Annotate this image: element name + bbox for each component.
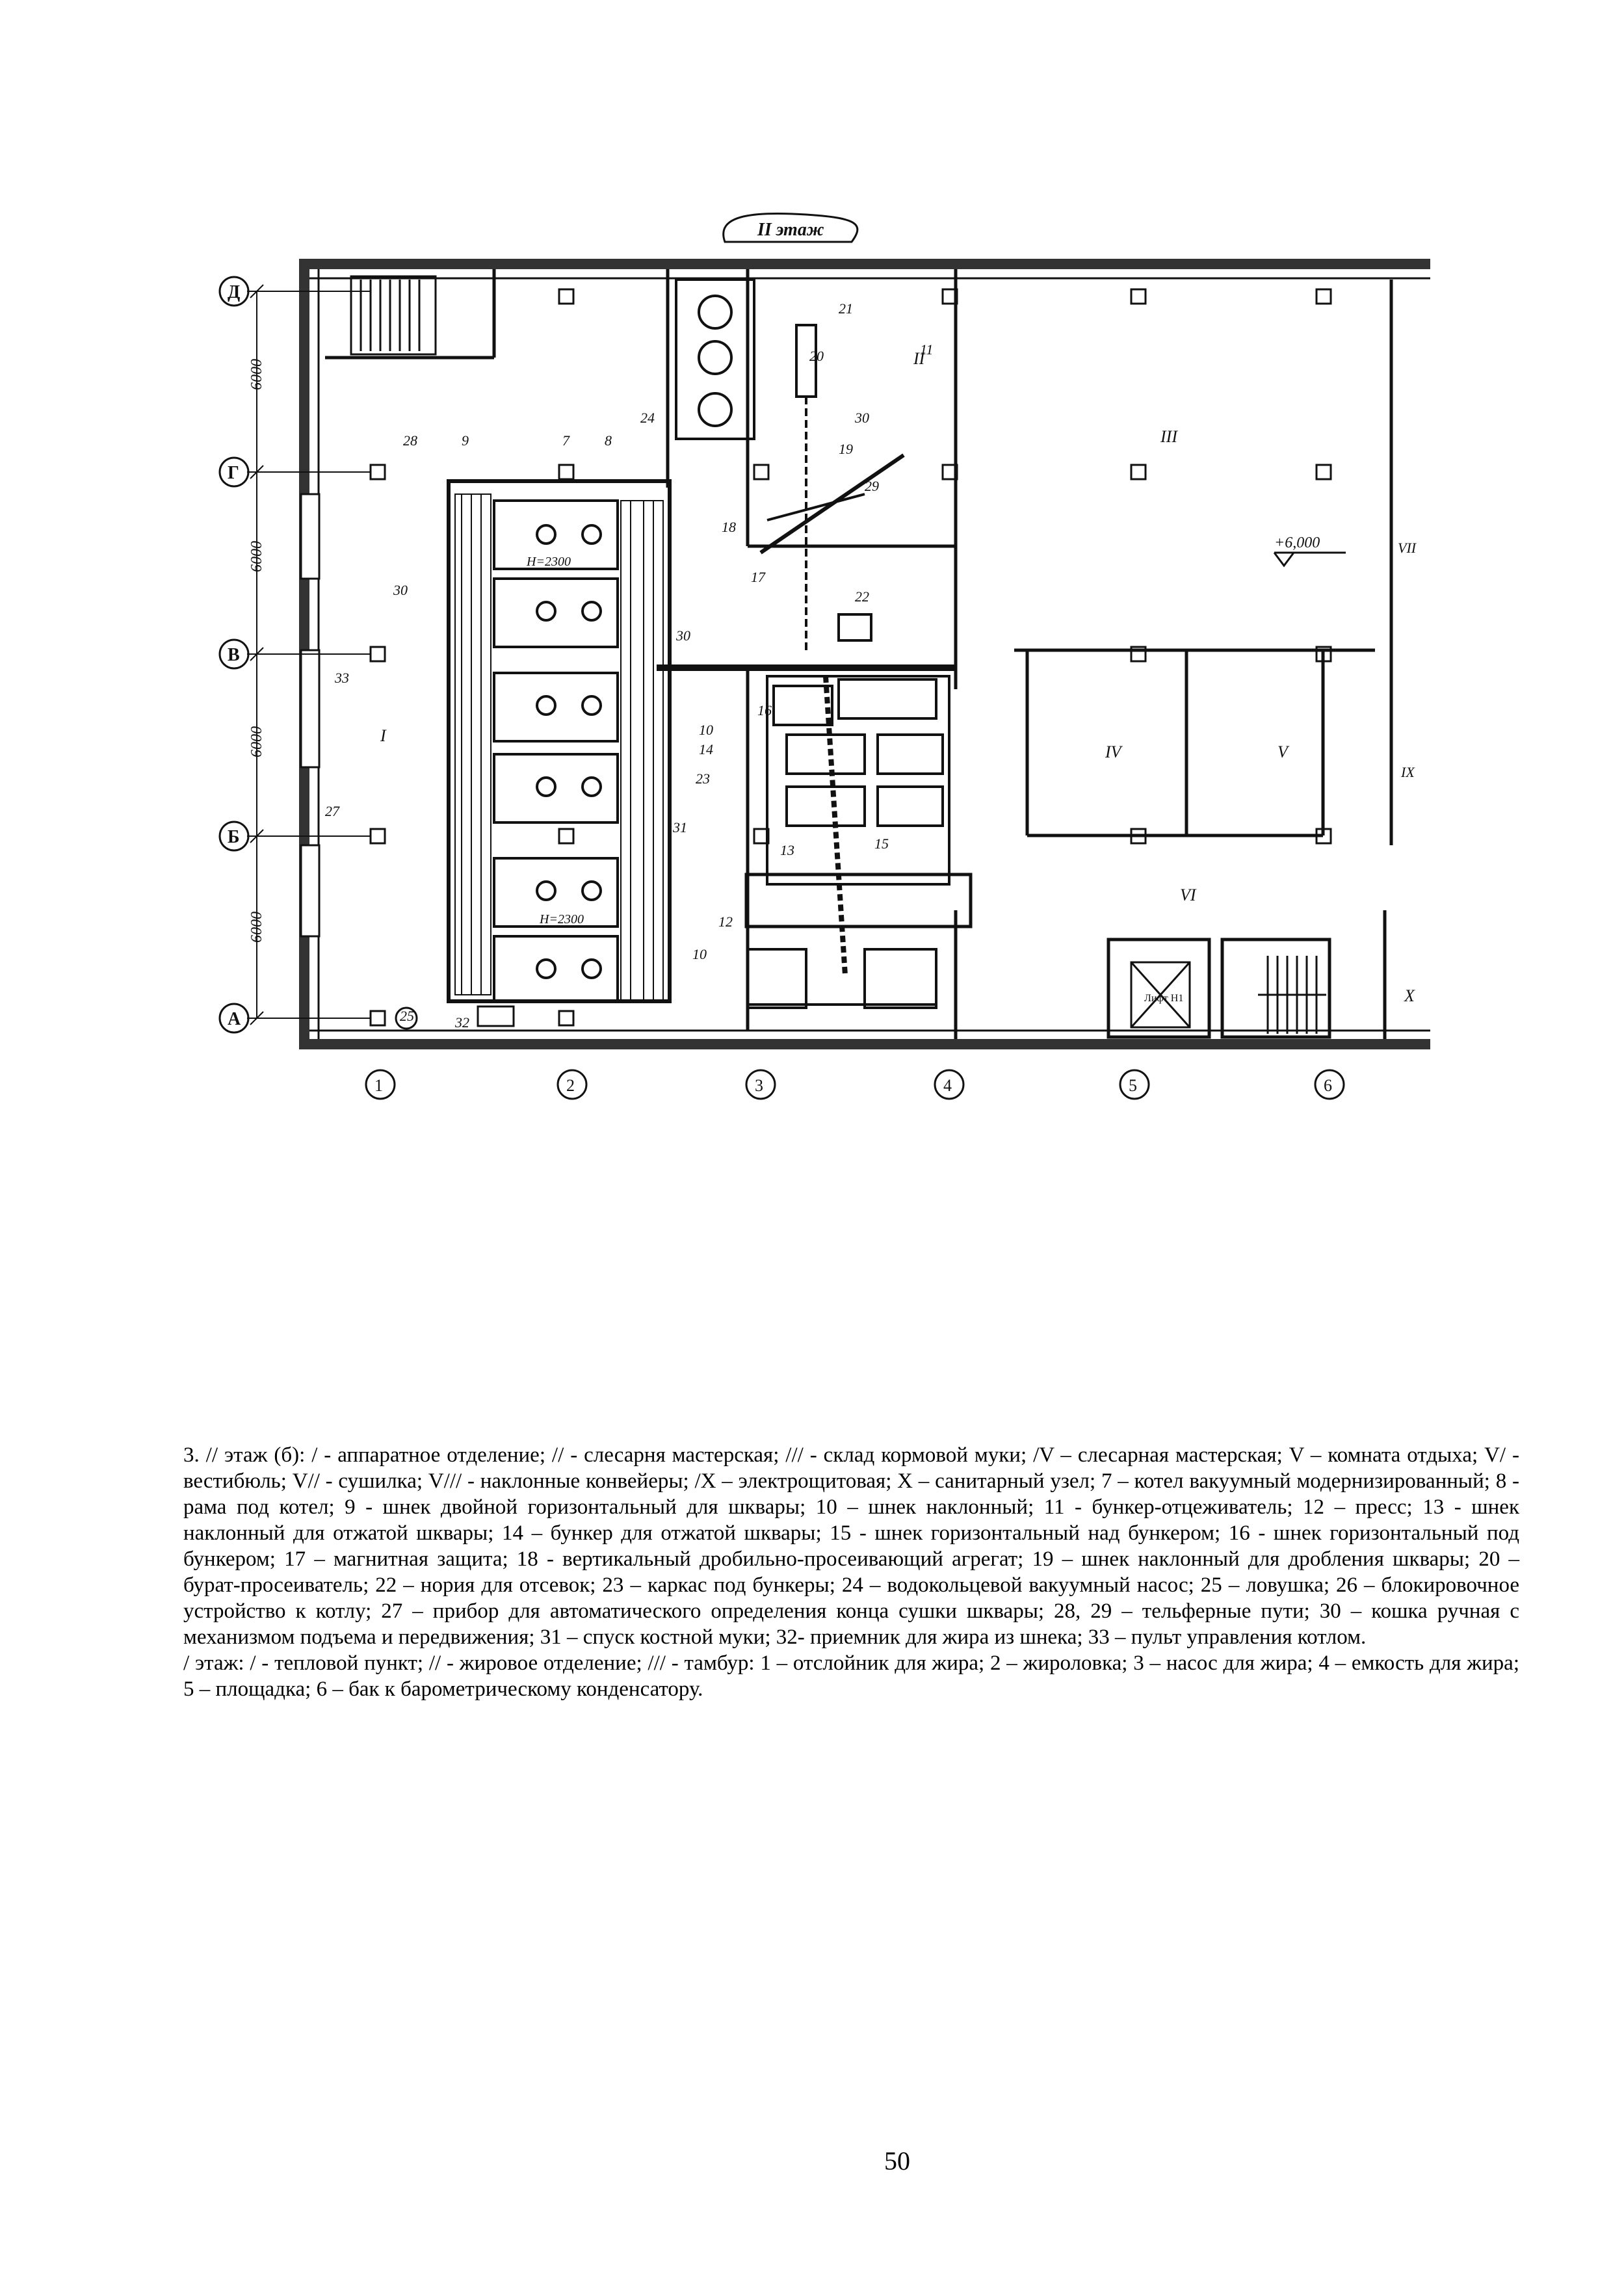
dimension-label: 6000 bbox=[248, 726, 265, 757]
equipment-label: 23 bbox=[696, 770, 710, 787]
stair-bottom-right bbox=[1258, 956, 1326, 1034]
stair-top-left bbox=[351, 276, 436, 354]
equipment-label: 14 bbox=[699, 741, 713, 757]
room-label: I bbox=[380, 726, 386, 745]
row-axis-label: Г bbox=[228, 463, 239, 483]
caption-paragraph: / этаж: / - тепловой пункт; // - жировое отделение; /// - тамбур: 1 – отслойник для жира; 2 – жироловка; 3 – насос для жира; 4 – емкость для жира; 5 – площадка; 6 – бак к барометрическому конденсатору. bbox=[183, 1651, 1519, 1701]
equipment-label: 18 bbox=[722, 519, 736, 535]
room-label: VII bbox=[1398, 540, 1417, 556]
equipment-label: Н=2300 bbox=[540, 912, 584, 927]
equipment-label: Н=2300 bbox=[527, 555, 571, 569]
equipment-label: 9 bbox=[462, 432, 469, 449]
room-label: VI bbox=[1180, 886, 1196, 904]
equipment-label: 10 bbox=[692, 946, 707, 962]
lift-label: Лифт Н1 bbox=[1144, 993, 1184, 1004]
equipment-label: 25 bbox=[400, 1008, 414, 1024]
outer-walls bbox=[299, 259, 1430, 1049]
room-label: IV bbox=[1105, 743, 1121, 761]
row-axis-label: Б bbox=[228, 827, 240, 847]
equipment-label: 10 bbox=[699, 722, 713, 738]
equipment-label: 8 bbox=[605, 432, 612, 449]
column-axis-label: 5 bbox=[1129, 1076, 1137, 1095]
equipment-label: 30 bbox=[855, 410, 869, 426]
equipment-label: 32 bbox=[455, 1014, 469, 1031]
elevation-mark bbox=[1274, 553, 1346, 566]
equipment-label: 19 bbox=[839, 441, 853, 457]
column-axis-label: 2 bbox=[566, 1076, 575, 1095]
equipment-label: 17 bbox=[751, 569, 765, 585]
equipment-label: 28 bbox=[403, 432, 417, 449]
dimension-label: 6000 bbox=[248, 912, 265, 943]
column-axis-label: 3 bbox=[755, 1076, 763, 1095]
equipment-label: 21 bbox=[839, 300, 853, 317]
equipment-label: 31 bbox=[673, 819, 687, 835]
equipment-label: 12 bbox=[718, 914, 733, 930]
equipment-label: 29 bbox=[865, 478, 879, 494]
elevation-label: +6,000 bbox=[1274, 534, 1320, 551]
page-number: 50 bbox=[884, 2146, 910, 2176]
equipment-label: 15 bbox=[874, 835, 889, 852]
room-label: V bbox=[1277, 743, 1288, 761]
bunker-area bbox=[748, 676, 949, 1008]
dimension-label: 6000 bbox=[248, 541, 265, 572]
equipment-label: 30 bbox=[676, 627, 690, 644]
room-label: II bbox=[913, 349, 925, 368]
room-label: X bbox=[1404, 986, 1415, 1005]
room-label: IX bbox=[1401, 764, 1415, 780]
row-axis-label: А bbox=[228, 1009, 241, 1029]
equipment-label: 24 bbox=[640, 410, 655, 426]
axis-circles bbox=[220, 277, 1344, 1099]
column-axis-label: 6 bbox=[1324, 1076, 1332, 1095]
plan-title: II этаж bbox=[757, 220, 824, 240]
column-axis-label: 1 bbox=[374, 1076, 383, 1095]
room-label: III bbox=[1160, 427, 1177, 446]
row-axis-label: В bbox=[228, 645, 240, 665]
caption-paragraph: 3. // этаж (б): / - аппаратное отделение; // - слесарня мастерская; /// - склад кормовой муки; /V – слесарная мастерская; V – комната отдыха; V/ - вестибюль; V// - сушилка; V/// - наклонные конвейеры; /X – электрощитовая; Х – санитарный узел; 7 – котел вакуумный модернизированный; 8 - рама под котел; 9 - шнек двойной горизонтальный для шквары; 10 – шнек наклонный; 11 - бункер-отцеживатель; 12 – пресс; 13 - шнек наклонный для отжатой шквары; 14 – бункер для отжатой шквары; 15 - шнек горизонтальный над бункером; 16 - шнек горизонтальный под бункером; 17 – магнитная защита; 18 - вертикальный дробильно-просеивающий агрегат; 19 – шнек наклонный для дробления шквары; 20 – бурат-просеиватель; 22 – нория для отсевок; 23 – каркас под бункеры; 24 – водокольцевой вакуумный насос; 25 – ловушка; 26 – блокировочное устройство к котлу; 27 – прибор для автоматического определения конца сушки шквары; 28, 29 – тельферные пути; 30 – кошка ручная с механизмом подъема и передвижения; 31 – спуск костной муки; 32- приемник для жира из шнека; 33 – пульт управления котлом. bbox=[183, 1443, 1519, 1649]
equipment-label: 16 bbox=[757, 702, 772, 718]
equipment-label: 27 bbox=[325, 803, 339, 819]
crusher-unit bbox=[761, 325, 904, 650]
figure-caption bbox=[183, 1442, 1519, 1702]
equipment-label: 11 bbox=[920, 341, 934, 358]
equipment-label: 22 bbox=[855, 588, 869, 605]
dimension-label: 6000 bbox=[248, 359, 265, 390]
equipment-label: 20 bbox=[809, 348, 824, 364]
interior-walls bbox=[325, 269, 1391, 1039]
equipment-label: 13 bbox=[780, 842, 794, 858]
equipment-label: 33 bbox=[335, 670, 349, 686]
column-axis-label: 4 bbox=[943, 1076, 952, 1095]
equipment-label: 30 bbox=[393, 582, 408, 598]
equipment-label: 7 bbox=[562, 432, 570, 449]
row-axis-label: Д bbox=[228, 282, 241, 302]
vacuum-pumps bbox=[676, 280, 754, 439]
